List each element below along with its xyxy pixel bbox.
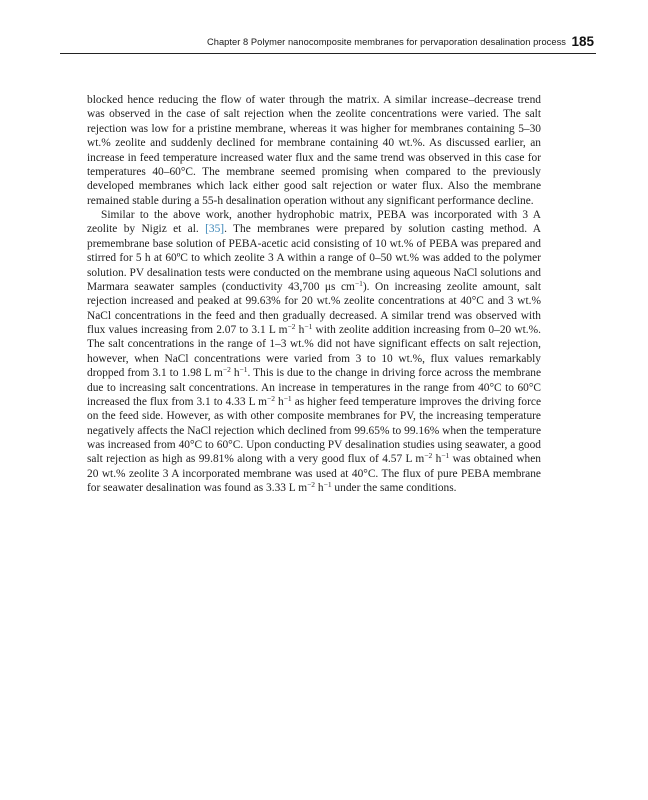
- superscript: −2: [287, 322, 296, 331]
- text-run: under the same conditions.: [331, 482, 457, 495]
- text-run: with zeolite addition increasing from 0–20 wt.%. The salt concentrations in the range of 1–3 wt.% did not have significant effects on salt rejection, however, when NaCl concentrations were varied from 3 to 10 wt.%, flux values remarkably dropped from 3.1 to 1.98 L m: [87, 324, 541, 380]
- text-run: . This is due to the change in driving force across the membrane due to increasing salt concentrations. An increase in temperatures in the range from 40°C to 60°C increased the flux from 3.1 to 4.33 L m: [87, 367, 542, 408]
- text-run: h: [230, 367, 240, 380]
- paragraph-1: blocked hence reducing the flow of water through the matrix. A similar increase–decrease trend was observed in the case of salt rejection when the zeolite concentrations were varied. The salt rejection was low for a pristine membrane, whereas it was higher for membranes containing 5–30 wt.% zeolite and suddenly declined for membrane containing 40 wt.%. As discussed earlier, an increase in feed temperature increased water flux and the same trend was observed in this case for temperatures 40–60°C. The membrane seemed promising when compared to the previously developed membranes which lack either good salt rejection or water flux. Also the membrane remained stable during a 55-h desalination operation without any significant performance decline.: [87, 94, 541, 207]
- text-run: Similar to the above work, another hydrophobic matrix, PEBA was incorporated with 3 A zeolite by Nigiz et al.: [87, 209, 541, 236]
- superscript: −2: [266, 393, 275, 403]
- text-run: h: [315, 482, 324, 495]
- text-run: h: [274, 395, 284, 408]
- citation-link[interactable]: [35]: [205, 223, 225, 236]
- superscript: −2: [424, 451, 433, 461]
- text-run: . The membranes were prepared by solution casting method. A premembrane base solution of PEBA-acetic acid consisting of 10 wt.% of PEBA was prepared and stirred for 5 h at 60ºC to which zeolite 3 A within a range of 0–50 wt.% was added to the polymer solution. PV desalination tests were conducted on the membrane using aqueous NaCl solutions and Marmara seawater samples (conductivity 43,700 μs cm: [87, 223, 541, 293]
- superscript: −1: [239, 365, 248, 375]
- header-rule: [60, 53, 596, 54]
- superscript: −2: [307, 480, 316, 490]
- page-number: 185: [571, 34, 594, 49]
- text-run: as higher feed temperature improves the driving force on the feed side. However, as with other composite membranes for PV, the increasing temperature negatively affects the NaCl rejection which declined from 99.65% to 99.16% when the temperature was increased from 40°C to 60°C. Upon conducting PV desalination studies using seawater, a good salt rejection as high as 99.81% along with a very good flux of 4.57 L m: [87, 395, 541, 466]
- text-run: h: [295, 324, 305, 336]
- superscript: −1: [304, 322, 313, 331]
- text-run: h: [432, 453, 442, 466]
- superscript: −1: [441, 451, 450, 461]
- superscript: −1: [354, 278, 363, 288]
- superscript: −1: [283, 393, 292, 403]
- text-run: was obtained when 20 wt.% zeolite 3 A incorporated membrane was used at 40°C. The flux of pure PEBA membrane for seawater desalination was found as 3.33 L m: [87, 453, 541, 495]
- paragraph-2: [87, 208, 541, 496]
- chapter-title: Chapter 8 Polymer nanocomposite membranes for pervaporation desalination process: [206, 37, 566, 47]
- text-run: ). On increasing zeolite amount, salt rejection increased and peaked at 99.63% for 20 wt.% zeolite concentrations at 40°C and 3 wt.% NaCl concentrations in the feed and then gradually decreased. A similar trend was observed with flux values increasing from 2.07 to 3.1 L m: [87, 280, 541, 336]
- body-text: [87, 93, 541, 496]
- running-header: [60, 34, 596, 52]
- superscript: −1: [323, 480, 332, 490]
- superscript: −2: [222, 365, 231, 375]
